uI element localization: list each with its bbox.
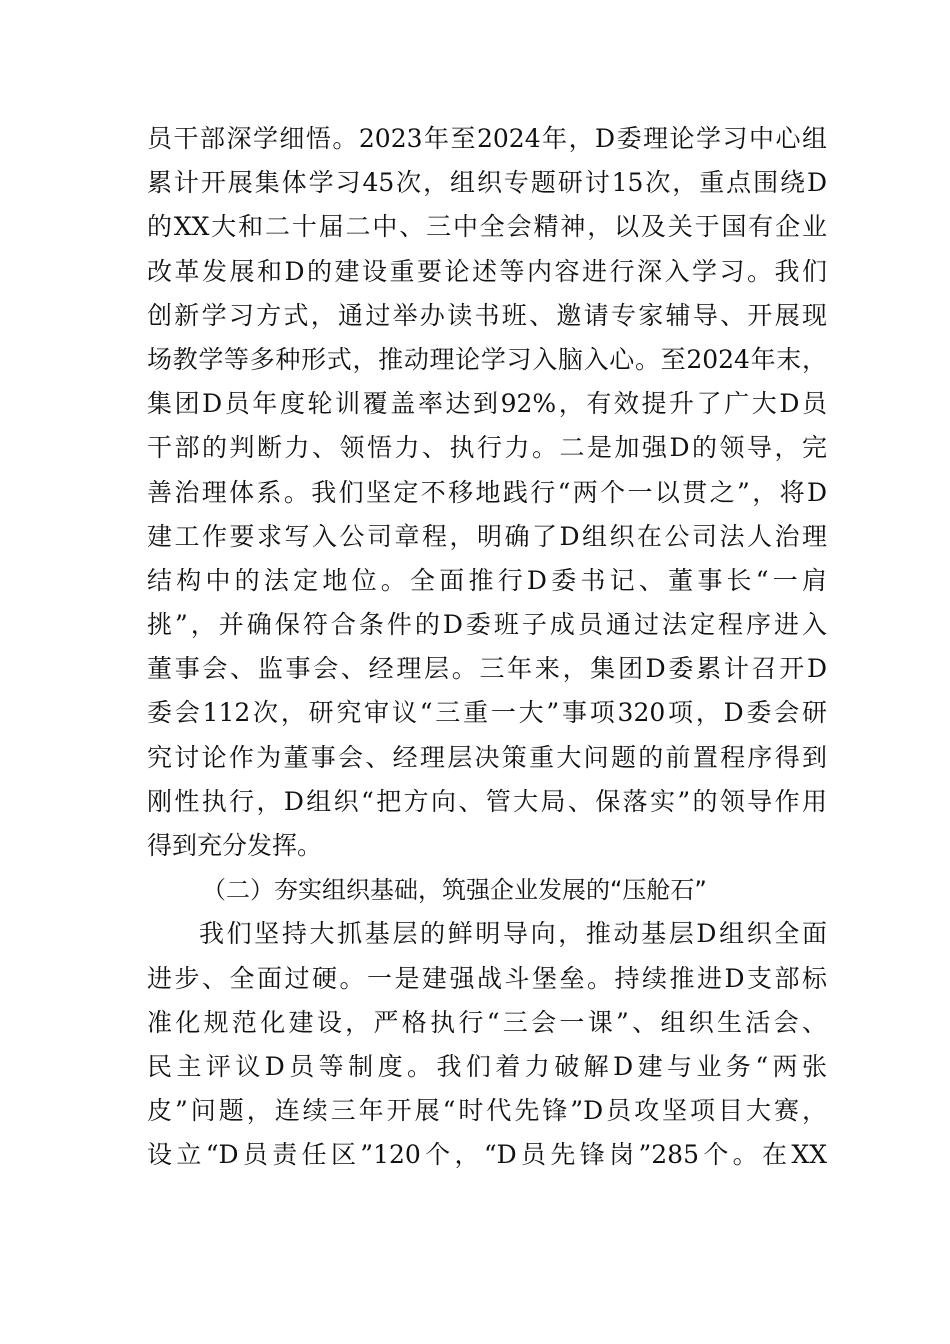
text-line: 设立“D员责任区”120个，“D员先锋岗”285个。在XX (147, 1140, 827, 1170)
text-line: 刚性执行，D组织“把方向、管大局、保落实”的领导作用 (147, 786, 827, 816)
text-line: 准化规范化建设，严格执行“三会一课”、组织生活会、 (147, 1007, 827, 1037)
text-line: 民主评议D员等制度。我们着力破解D建与业务“两张 (147, 1051, 827, 1081)
text-line: 董事会、监事会、经理层。三年来，集团D委累计召开D (147, 654, 827, 684)
text-line: 结构中的法定地位。全面推行D委书记、董事长“一肩 (147, 565, 827, 595)
text-line: 挑”，并确保符合条件的D委班子成员通过法定程序进入 (147, 610, 827, 640)
text-line: 委会112次，研究审议“三重一大”事项320项，D委会研 (147, 698, 827, 728)
text-line: 皮”问题，连续三年开展“时代先锋”D员攻坚项目大赛， (147, 1096, 827, 1126)
text-line: 干部的判断力、领悟力、执行力。二是加强D的领导，完 (147, 433, 827, 463)
paragraph-first-line: 我们坚持大抓基层的鲜明导向，推动基层D组织全面 (199, 919, 827, 949)
section-heading: （二）夯实组织基础，筑强企业发展的“压舱石” (202, 876, 707, 905)
body-text (147, 117, 827, 1178)
text-line: 集团D员年度轮训覆盖率达到92%，有效提升了广大D员 (147, 389, 827, 419)
text-line: 进步、全面过硬。一是建强战斗堡垒。持续推进D支部标 (147, 963, 827, 993)
text-line: 创新学习方式，通过举办读书班、邀请专家辅导、开展现 (147, 300, 827, 330)
text-line: 的XX大和二十届二中、三中全会精神，以及关于国有企业 (147, 212, 827, 242)
text-line: 善治理体系。我们坚定不移地践行“两个一以贯之”，将D (147, 477, 827, 507)
text-line: 累计开展集体学习45次，组织专题研讨15次，重点围绕D (147, 168, 827, 198)
text-line: 场教学等多种形式，推动理论学习入脑入心。至2024年末， (147, 344, 827, 374)
text-line: 得到充分发挥。 (147, 831, 323, 860)
text-line: 改革发展和D的建设重要论述等内容进行深入学习。我们 (147, 256, 827, 286)
text-line: 建工作要求写入公司章程，明确了D组织在公司法人治理 (147, 521, 827, 551)
text-line: 究讨论作为董事会、经理层决策重大问题的前置程序得到 (147, 742, 827, 772)
text-line: 员干部深学细悟。2023年至2024年，D委理论学习中心组 (147, 124, 827, 153)
